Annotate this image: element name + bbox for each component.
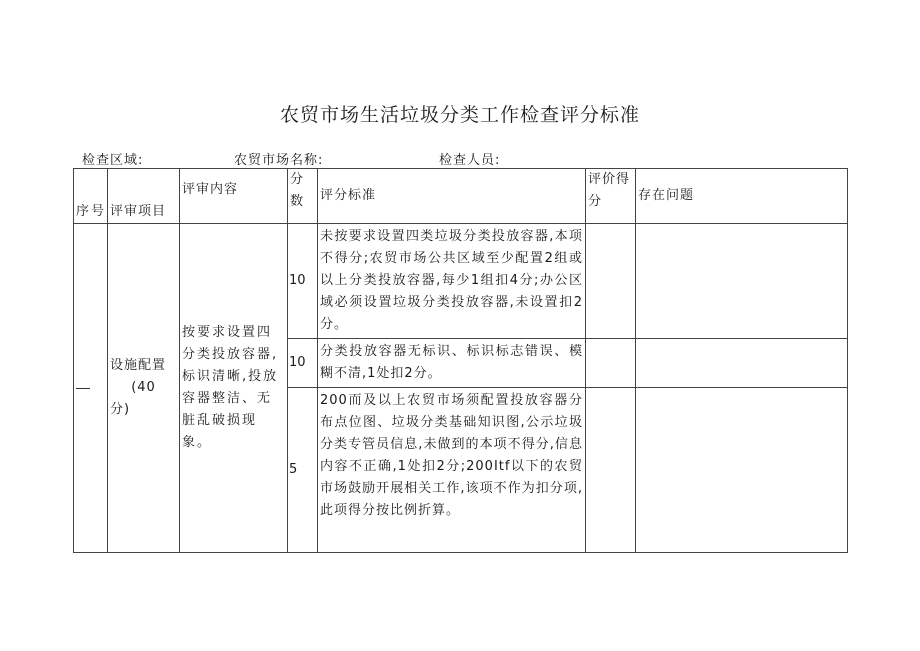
group-seq [74, 224, 108, 553]
header-item: 评审项目 [108, 169, 180, 224]
header-standard: 评分标准 [318, 169, 586, 224]
table-header-row [74, 169, 848, 224]
document-title: 农贸市场生活垃圾分类工作检查评分标准 [279, 104, 640, 126]
header-eval [586, 169, 636, 224]
group-item-line2: (40 [131, 380, 156, 395]
row-eval[interactable] [586, 388, 636, 553]
row-score: 10 [288, 224, 318, 339]
group-content: 按要求设置四分类投放容器,标识清晰,投放容器整洁、无脏乱破损现象。 [180, 224, 288, 553]
row-standard: 200而及以上农贸市场须配置投放容器分布点位图、垃圾分类基础知识图,公示垃圾分类专管员信息,未做到的本项不得分,信息内容不正确,1处扣2分;200Itf以下的农贸市场鼓励开展相关工作,该项不作为扣分项,此项得分按比例折算。 [318, 388, 586, 553]
meta-market-label: 农贸市场名称: [234, 153, 324, 168]
row-score: 5 [288, 388, 318, 553]
row-standard: 分类投放容器无标识、标识标志错误、模糊不清,1处扣2分。 [318, 339, 586, 388]
row-standard: 未按要求设置四类垃圾分类投放容器,本项不得分;农贸市场公共区域至少配置2组或以上分类投放容器,每少1组扣4分;办公区域必须设置垃圾分类投放容器,未设置扣2分。 [318, 224, 586, 339]
table-row [74, 224, 848, 339]
row-issues[interactable] [636, 339, 848, 388]
row-issues[interactable] [636, 224, 848, 339]
row-eval[interactable] [586, 224, 636, 339]
header-score-line2: 数 [290, 194, 304, 209]
header-score [288, 169, 318, 224]
row-issues[interactable] [636, 388, 848, 553]
header-issues: 存在问题 [636, 169, 848, 224]
group-item-line1: 设施配置 [110, 358, 167, 373]
row-score: 10 [288, 339, 318, 388]
group-item-line3: 分) [110, 402, 131, 417]
header-seq: 序号 [74, 169, 108, 224]
group-item [108, 224, 180, 553]
header-eval-line1: 评价得 [588, 172, 631, 187]
header-content: 评审内容 [180, 169, 288, 224]
meta-area-label: 检查区域: [82, 153, 144, 168]
meta-inspector-label: 检查人员: [439, 153, 501, 168]
header-score-line1: 分 [290, 172, 304, 187]
scoring-table [73, 168, 848, 553]
seq-dash-mark [76, 388, 90, 389]
header-eval-line2: 分 [588, 194, 603, 209]
row-eval[interactable] [586, 339, 636, 388]
